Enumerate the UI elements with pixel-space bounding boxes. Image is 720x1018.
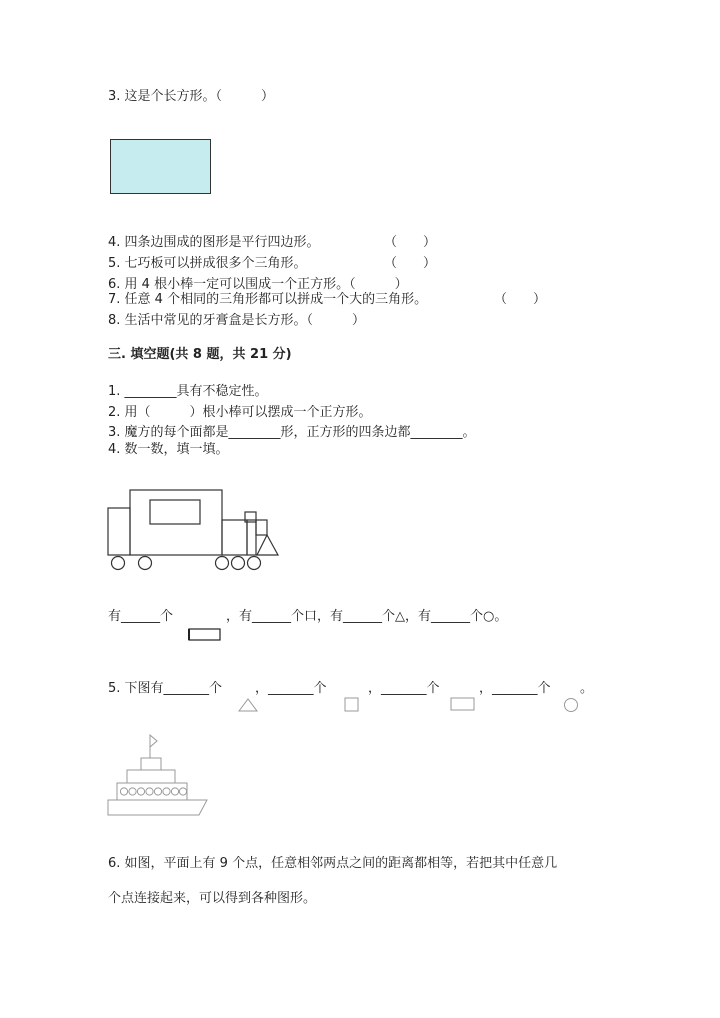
rectangle-shape-icon: [450, 697, 476, 713]
q5-statement: 5. 七巧板可以拼成很多个三角形。: [108, 256, 307, 271]
fill-q4-answer-part2: ，有______个口，有______个△，有______个○。: [226, 609, 508, 624]
fill-q3: 3. 魔方的每个面都是________形，正方形的四条边都________。: [108, 425, 476, 440]
q4-answer-paren[interactable]: （ ）: [384, 235, 437, 250]
q6-statement: 6. 用 4 根小棒一定可以围成一个正方形。（ ）: [108, 277, 408, 292]
section3-heading: 三. 填空题(共 8 题，共 21 分): [108, 347, 292, 362]
fill-q4-answer-part1: 有______个: [108, 609, 174, 624]
triangle-icon: [238, 698, 258, 712]
q4-statement: 4. 四条边围成的图形是平行四边形。: [108, 235, 320, 250]
fill-q6-line2: 个点连接起来，可以得到各种图形。: [108, 891, 317, 906]
fill-q5-end: 。: [580, 681, 594, 696]
fill-q4: 4. 数一数，填一填。: [108, 442, 229, 457]
fill-q6-line1: 6. 如图，平面上有 9 个点，任意相邻两点之间的距离都相等，若把其中任意几: [108, 856, 558, 871]
fill-q5-prefix: 5. 下图有_______个: [108, 681, 223, 696]
q5-answer-paren[interactable]: （ ）: [384, 256, 437, 271]
square-icon: [344, 697, 360, 713]
circle-icon: [563, 697, 579, 713]
q8-statement: 8. 生活中常见的牙膏盒是长方形。（ ）: [108, 313, 366, 328]
fill-q5-sep2: ，_______个: [368, 681, 440, 696]
q3-rectangle-statement: 3. 这是个长方形。（ ）: [108, 89, 275, 104]
rectangle-figure: [110, 139, 211, 194]
q7-answer-paren[interactable]: （ ）: [494, 292, 547, 307]
fill-q5-sep1: ，_______个: [255, 681, 327, 696]
fill-q5-sep3: ，_______个: [479, 681, 551, 696]
fill-q2: 2. 用（ ）根小棒可以摆成一个正方形。: [108, 405, 372, 420]
fill-q1: 1. ________具有不稳定性。: [108, 384, 268, 399]
q7-statement: 7. 任意 4 个相同的三角形都可以拼成一个大的三角形。: [108, 292, 428, 307]
rectangle-icon: [188, 628, 222, 642]
